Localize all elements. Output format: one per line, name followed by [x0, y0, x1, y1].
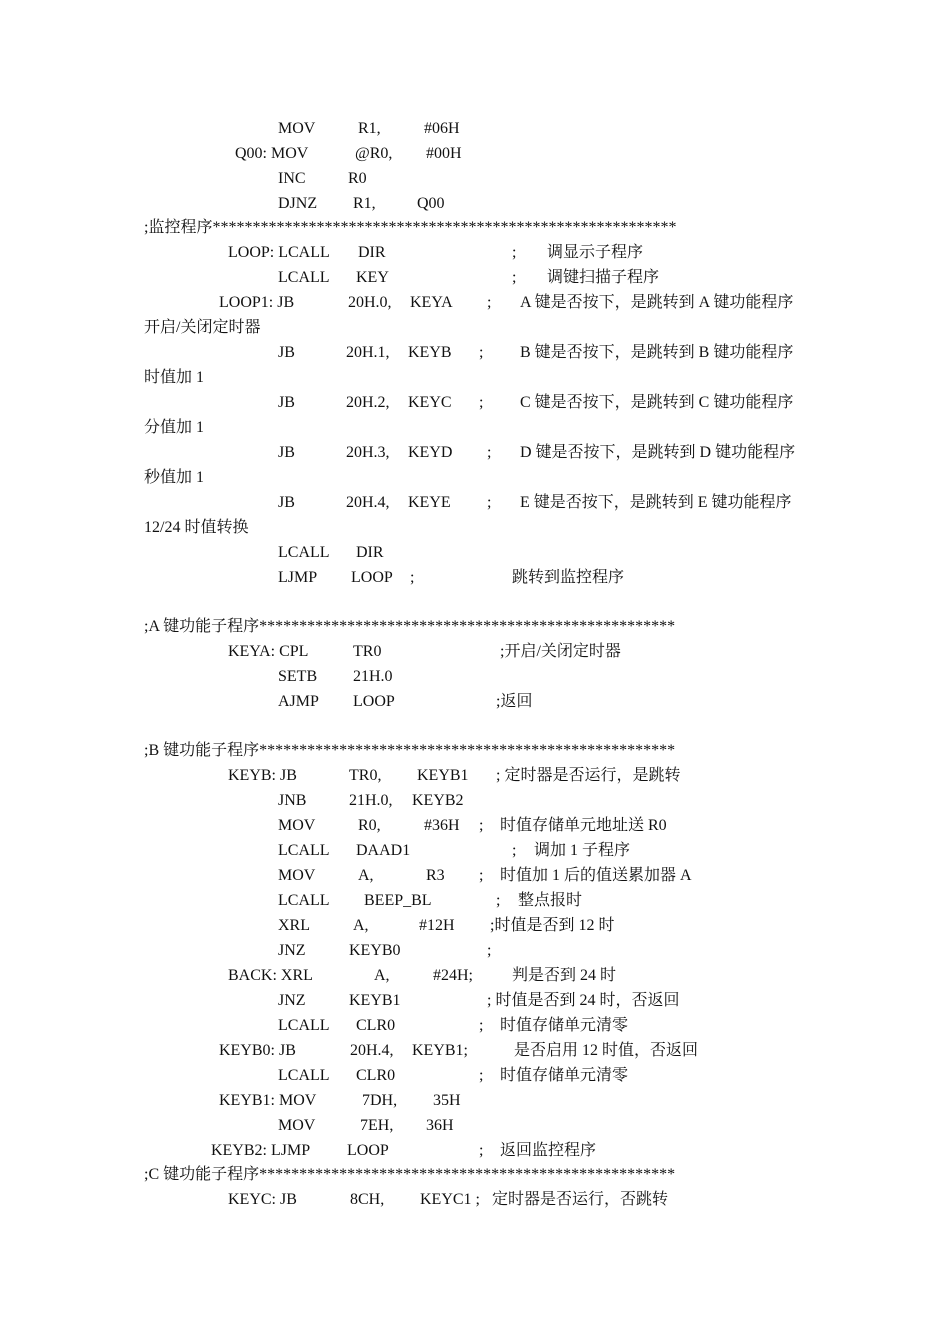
code-operand: CLR0 — [356, 1067, 396, 1084]
code-operand: CLR0 — [356, 1017, 396, 1034]
code-comment: C 键是否按下，是跳转到 C 键功能程序 — [520, 394, 794, 411]
code-instruction: INC — [278, 170, 306, 187]
section-comment: ;C 键功能子程序**************************************************** — [144, 1166, 676, 1183]
code-operand: KEYB — [408, 344, 452, 361]
code-comment-marker: ; — [512, 244, 517, 261]
code-operand: #36H — [424, 817, 460, 834]
code-operand: KEYC — [408, 394, 452, 411]
code-operand: KEYB1; — [412, 1042, 468, 1059]
code-comment: 跳转到监控程序 — [512, 569, 625, 586]
code-comment: ;时值是否到 12 时 — [490, 917, 615, 934]
code-operand: A, — [358, 867, 374, 884]
code-operand: KEY — [356, 269, 389, 286]
code-comment: 调显示子程序 — [547, 244, 644, 261]
code-label-instruction: KEYB: JB — [228, 767, 297, 784]
code-operand: #24H; — [433, 967, 473, 984]
code-comment: E 键是否按下，是跳转到 E 键功能程序 — [520, 494, 792, 511]
code-comment: 返回监控程序 — [500, 1142, 597, 1159]
code-operand: DIR — [358, 244, 386, 261]
code-comment-marker: ; — [512, 842, 517, 859]
code-instruction: SETB — [278, 668, 318, 685]
code-operand: KEYB2 — [412, 792, 464, 809]
code-label-instruction: BACK: XRL — [228, 967, 313, 984]
code-comment: 调键扫描子程序 — [547, 269, 660, 286]
code-operand: R3 — [426, 867, 445, 884]
section-comment: ;监控程序********************************************************** — [144, 219, 677, 236]
code-operand: KEYB0 — [349, 942, 401, 959]
code-operand: LOOP — [353, 693, 395, 710]
code-comment-marker: ; — [479, 867, 484, 884]
code-label-instruction: KEYC: JB — [228, 1191, 297, 1208]
code-instruction: JNB — [278, 792, 307, 809]
code-operand: 7DH, — [362, 1092, 398, 1109]
code-instruction: LCALL — [278, 544, 330, 561]
code-instruction: JNZ — [278, 992, 306, 1009]
code-label-instruction: KEYA: CPL — [228, 643, 309, 660]
code-operand: KEYB1 — [417, 767, 469, 784]
code-operand: R0, — [358, 817, 381, 834]
code-operand: 20H.0, — [348, 294, 392, 311]
code-operand: #12H — [419, 917, 455, 934]
code-comment-marker: ; — [487, 494, 492, 511]
code-instruction: MOV — [278, 1117, 316, 1134]
code-operand: R1, — [358, 120, 381, 137]
code-operand: Q00 — [417, 195, 445, 212]
code-label-instruction: LOOP1: JB — [219, 294, 295, 311]
code-instruction: LCALL — [278, 842, 330, 859]
code-instruction: MOV — [278, 120, 316, 137]
section-comment: ;A 键功能子程序**************************************************** — [144, 618, 676, 635]
code-comment: 判是否到 24 时 — [512, 967, 617, 984]
code-operand: 20H.2, — [346, 394, 390, 411]
code-instruction: JB — [278, 494, 295, 511]
code-comment-marker: ; — [479, 394, 484, 411]
code-label-instruction: LOOP: LCALL — [228, 244, 330, 261]
code-operand: DAAD1 — [356, 842, 411, 859]
code-operand: LOOP — [347, 1142, 389, 1159]
code-operand: 20H.1, — [346, 344, 390, 361]
code-instruction: MOV — [278, 817, 316, 834]
code-comment: 定时器是否运行，否跳转 — [492, 1191, 669, 1208]
code-instruction: LCALL — [278, 269, 330, 286]
code-operand: LOOP — [351, 569, 393, 586]
section-comment: ;B 键功能子程序**************************************************** — [144, 742, 676, 759]
code-operand: R0 — [348, 170, 367, 187]
code-operand: A, — [374, 967, 390, 984]
code-comment-continuation: 秒值加 1 — [144, 469, 205, 486]
code-operand: @R0, — [355, 145, 393, 162]
code-instruction: MOV — [278, 867, 316, 884]
code-comment-marker: ; — [479, 1067, 484, 1084]
code-instruction: LCALL — [278, 892, 330, 909]
code-instruction: LJMP — [278, 569, 318, 586]
code-comment-continuation: 开启/关闭定时器 — [144, 319, 261, 336]
code-instruction: LCALL — [278, 1017, 330, 1034]
code-operand: 7EH, — [360, 1117, 394, 1134]
code-operand: 20H.4, — [346, 494, 390, 511]
code-instruction: JB — [278, 444, 295, 461]
code-instruction: JB — [278, 344, 295, 361]
code-comment-continuation: 12/24 时值转换 — [144, 519, 249, 536]
code-comment-marker: ; — [479, 344, 484, 361]
code-operand: KEYC1 ; — [420, 1191, 480, 1208]
code-comment-marker: ; — [487, 942, 492, 959]
code-operand: KEYE — [408, 494, 451, 511]
code-comment: ;返回 — [496, 693, 533, 710]
code-instruction: LCALL — [278, 1067, 330, 1084]
code-operand: TR0, — [349, 767, 382, 784]
code-instruction: JB — [278, 394, 295, 411]
code-operand: 21H.0 — [353, 668, 393, 685]
code-comment: ; 定时器是否运行，是跳转 — [496, 767, 681, 784]
code-comment: 时值存储单元地址送 R0 — [500, 817, 667, 834]
code-label-instruction: KEYB0: JB — [219, 1042, 296, 1059]
code-comment-marker: ; — [479, 817, 484, 834]
code-comment: 时值加 1 后的值送累加器 A — [500, 867, 692, 884]
code-comment: ; 时值是否到 24 时，否返回 — [487, 992, 680, 1009]
code-instruction: AJMP — [278, 693, 319, 710]
code-label-instruction: Q00: MOV — [235, 145, 309, 162]
code-instruction: DJNZ — [278, 195, 318, 212]
code-comment-marker: ; — [512, 269, 517, 286]
code-operand: #06H — [424, 120, 460, 137]
code-comment: 时值存储单元清零 — [500, 1067, 629, 1084]
code-comment: A 键是否按下，是跳转到 A 键功能程序 — [520, 294, 794, 311]
code-comment-marker: ; — [410, 569, 415, 586]
code-operand: KEYB1 — [349, 992, 401, 1009]
code-comment: 整点报时 — [518, 892, 583, 909]
code-comment: D 键是否按下，是跳转到 D 键功能程序 — [520, 444, 796, 461]
code-operand: 20H.4, — [350, 1042, 394, 1059]
code-operand: 35H — [433, 1092, 461, 1109]
code-comment-continuation: 时值加 1 — [144, 369, 205, 386]
code-instruction: JNZ — [278, 942, 306, 959]
code-comment: 时值存储单元清零 — [500, 1017, 629, 1034]
code-label-instruction: KEYB1: MOV — [219, 1092, 317, 1109]
code-comment-marker: ; — [479, 1017, 484, 1034]
code-comment-marker: ; — [496, 892, 501, 909]
code-operand: BEEP_BL — [364, 892, 432, 909]
code-instruction: XRL — [278, 917, 310, 934]
code-operand: R1, — [353, 195, 376, 212]
code-operand: 8CH, — [350, 1191, 385, 1208]
code-comment: ;开启/关闭定时器 — [500, 643, 621, 660]
code-operand: 21H.0, — [349, 792, 393, 809]
code-comment: 是否启用 12 时值，否返回 — [514, 1042, 699, 1059]
code-operand: DIR — [356, 544, 384, 561]
code-comment: 调加 1 子程序 — [534, 842, 631, 859]
code-comment-continuation: 分值加 1 — [144, 419, 205, 436]
code-operand: KEYD — [408, 444, 453, 461]
code-operand: TR0 — [353, 643, 382, 660]
code-operand: 20H.3, — [346, 444, 390, 461]
code-comment-marker: ; — [479, 1142, 484, 1159]
code-operand: 36H — [426, 1117, 454, 1134]
code-operand: A, — [353, 917, 369, 934]
code-label-instruction: KEYB2: LJMP — [211, 1142, 311, 1159]
code-operand: KEYA — [410, 294, 453, 311]
code-comment: B 键是否按下，是跳转到 B 键功能程序 — [520, 344, 794, 361]
code-comment-marker: ; — [487, 294, 492, 311]
code-comment-marker: ; — [487, 444, 492, 461]
code-operand: #00H — [426, 145, 462, 162]
